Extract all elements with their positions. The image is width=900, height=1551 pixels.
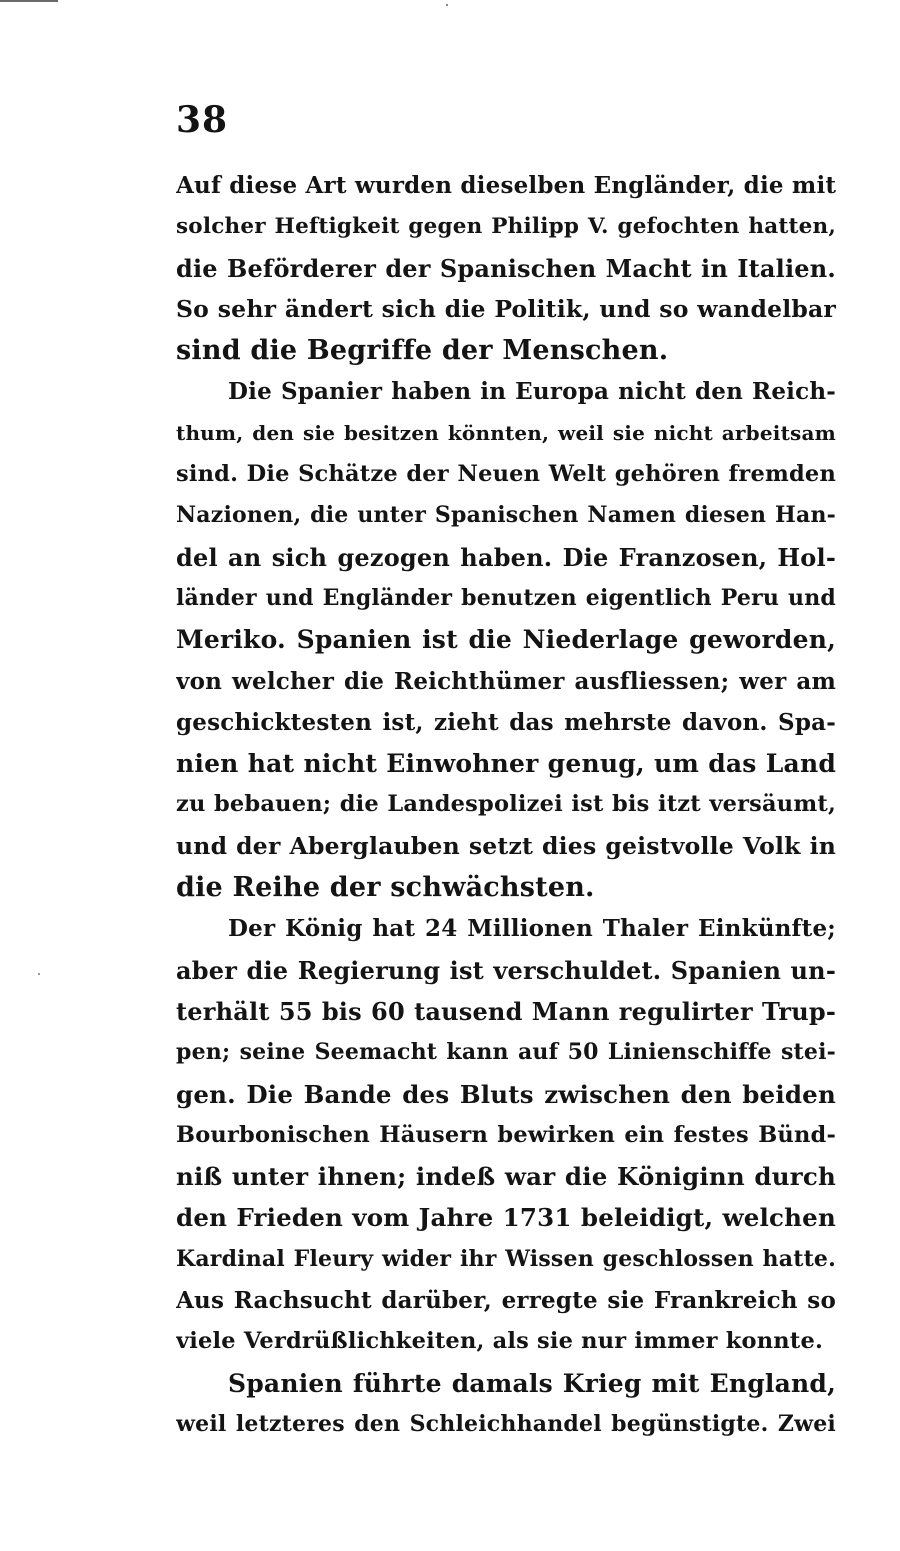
text-line: del an sich gezogen haben. Die Franzosen, Hol- xyxy=(176,542,836,572)
text-line: So sehr ändert sich die Politik, und so wandelbar xyxy=(176,294,836,323)
text-line: Die Spanier haben in Europa nicht den Reich- xyxy=(228,378,836,406)
scan-edge-mark xyxy=(0,0,58,2)
body-text xyxy=(176,165,836,1445)
text-line: die Reihe der schwächsten. xyxy=(176,872,595,904)
text-line: geschicktesten ist, zieht das mehrste davon. Spa- xyxy=(176,708,836,736)
text-line: solcher Heftigkeit gegen Philipp V. gefochten hatten, xyxy=(176,214,836,240)
text-line: länder und Engländer benutzen eigentlich Peru und xyxy=(176,584,836,611)
text-line: Kardinal Fleury wider ihr Wissen geschlossen hatte. xyxy=(176,1245,836,1272)
text-line: Auf diese Art wurden dieselben Engländer, die mit xyxy=(176,172,836,199)
text-line: pen; seine Seemacht kann auf 50 Linienschiffe stei- xyxy=(176,1039,836,1066)
text-line: von welcher die Reichthümer ausfliessen; wer am xyxy=(176,667,836,695)
text-line: den Frieden vom Jahre 1731 beleidigt, welchen xyxy=(176,1203,836,1233)
text-line: viele Verdrüßlichkeiten, als sie nur immer konnte. xyxy=(176,1328,823,1355)
text-line: Bourbonischen Häusern bewirken ein festes Bünd- xyxy=(176,1121,836,1148)
scan-speck xyxy=(446,4,448,6)
text-line: die Beförderer der Spanischen Macht in Italien. xyxy=(176,253,836,283)
text-line: gen. Die Bande des Bluts zwischen den beiden xyxy=(176,1079,836,1109)
text-line: nien hat nicht Einwohner genug, um das Land xyxy=(176,749,836,779)
text-line: niß unter ihnen; indeß war die Königinn durch xyxy=(176,1162,836,1192)
page-number: 38 xyxy=(176,99,229,141)
text-line: Spanien führte damals Krieg mit England, xyxy=(228,1368,836,1398)
text-line: aber die Regierung ist verschuldet. Spanien un- xyxy=(176,955,836,985)
text-line: Aus Rachsucht darüber, erregte sie Frankreich so xyxy=(176,1287,836,1315)
text-line: Nazionen, die unter Spanischen Namen diesen Han- xyxy=(176,502,836,529)
text-line: sind die Begriffe der Menschen. xyxy=(176,335,669,367)
text-line: sind. Die Schätze der Neuen Welt gehören fremden xyxy=(176,461,836,488)
text-line: weil letzteres den Schleichhandel begünstigte. Zwei xyxy=(176,1410,836,1437)
text-line: zu bebauen; die Landespolizei ist bis itzt versäumt, xyxy=(176,791,836,818)
text-line: und der Aberglauben setzt dies geistvolle Volk in xyxy=(176,831,836,860)
scan-speck xyxy=(38,973,40,975)
text-line: Der König hat 24 Millionen Thaler Einkünfte; xyxy=(228,915,836,943)
text-line: terhält 55 bis 60 tausend Mann regulirter Trup- xyxy=(176,996,836,1026)
text-line: thum, den sie besitzen könnten, weil sie nicht arbeitsam xyxy=(176,420,836,445)
text-line: Meriko. Spanien ist die Niederlage geworden, xyxy=(176,625,836,655)
